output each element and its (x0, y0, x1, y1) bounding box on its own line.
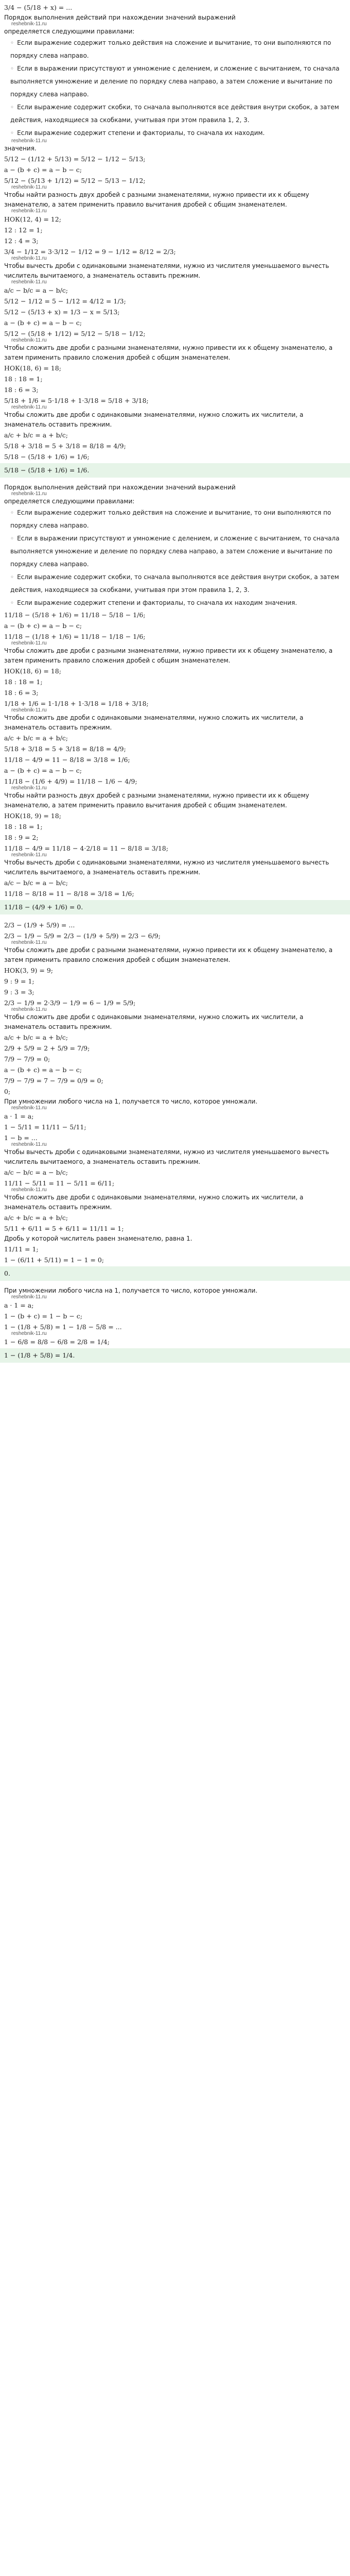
watermark-text: reshebnik-11.ru (11, 337, 47, 343)
text-paragraph: Чтобы вычесть дроби с одинаковыми знаменателями, нужно из числителя уменьшаемого вычесть числитель вычитаемого, а знаменатель оставить прежним. (4, 262, 329, 279)
math-line: 11/18 − 4/9 = 11/18 − 4·2/18 = 11 − 8/18 = 3/18; (4, 844, 168, 852)
math-line: 11/18 − 8/18 = 11 − 8/18 = 3/18 = 1/6; (4, 890, 134, 897)
text-paragraph: Порядок выполнения действий при нахождении значений выражений (4, 484, 236, 491)
text-paragraph: Дробь у которой числитель равен знаменателю, равна 1. (4, 1235, 192, 1242)
math-line: 5/12 − (5/18 + 1/12) = 5/12 − 5/18 − 1/12; (4, 330, 146, 337)
math-line: 18 : 6 = 3; (4, 689, 39, 697)
math-line: a − (b + c) = a − b − c; (4, 319, 82, 327)
math-line: НОК(18, 6) = 18; (4, 364, 61, 372)
text-paragraph: Чтобы вычесть дроби с одинаковыми знаменателями, нужно из числителя уменьшаемого вычесть числитель вычитаемого, а знаменатель оставить прежним. (4, 859, 329, 876)
watermark-text: reshebnik-11.ru (11, 640, 47, 646)
math-line: 2/3 − (1/9 + 5/9) = ... (4, 921, 75, 929)
math-line: 5/12 − (1/12 + 5/13) = 5/12 − 1/12 − 5/13; (4, 155, 146, 163)
math-line: a · 1 = a; (4, 1301, 34, 1309)
math-line: a/c − b/c = a − b/c; (4, 879, 68, 887)
math-line: 3/4 − (5/18 + x) = ... (4, 4, 73, 11)
math-line: a − (b + c) = a − b − c; (4, 1066, 82, 1074)
text-paragraph: Чтобы сложить две дроби с разными знаменателями, нужно привести их к общему знаменателю, а затем применить правило сложения дробей с общим знаменателем. (4, 344, 333, 361)
rule-item: ◦ Если в выражении присутствуют и умножение с делением, и сложение с вычитанием, то сначала выполняется умножение и деление по порядку слева направо, а затем сложение и вычитание по порядку слева направо. (4, 62, 346, 101)
math-line: 9 : 9 = 1; (4, 977, 34, 985)
text-paragraph: Чтобы вычесть дроби с одинаковыми знаменателями, нужно из числителя уменьшаемого вычесть числитель вычитаемого, а знаменатель оставить прежним. (4, 1148, 329, 1165)
math-line: 2/3 − 1/9 = 2·3/9 − 1/9 = 6 − 1/9 = 5/9; (4, 999, 136, 1007)
watermark-text: reshebnik-11.ru (11, 404, 47, 410)
watermark-text: reshebnik-11.ru (11, 491, 47, 497)
math-line: НОК(18, 6) = 18; (4, 667, 61, 675)
math-line: 11/18 − (1/18 + 1/6) = 11/18 − 1/18 − 1/6; (4, 633, 146, 640)
math-line: 5/18 + 1/6 = 5·1/18 + 1·3/18 = 5/18 + 3/18; (4, 397, 149, 404)
watermark-text: reshebnik-11.ru (11, 1142, 47, 1147)
watermark-text: reshebnik-11.ru (11, 1294, 47, 1300)
watermark-text: reshebnik-11.ru (11, 138, 47, 144)
text-paragraph: Чтобы сложить две дроби с одинаковыми знаменателями, нужно сложить их числители, а знаменатель оставить прежним. (4, 714, 304, 731)
math-line: НОК(12, 4) = 12; (4, 215, 61, 223)
math-line: 1 − 6/8 = 8/8 − 6/8 = 2/8 = 1/4; (4, 1338, 110, 1346)
math-line: 1/18 + 1/6 = 1·1/18 + 1·3/18 = 1/18 + 3/18; (4, 700, 149, 707)
rule-item: ◦ Если выражение содержит только действия на сложение и вычитание, то они выполняются по порядку слева направо. (4, 506, 346, 532)
watermark-text: reshebnik-11.ru (11, 279, 47, 285)
math-line: 11/11 = 1; (4, 1245, 39, 1253)
answer-a: 5/18 − (5/18 + 1/6) = 1/6. (0, 463, 350, 478)
math-line: 5/12 − (5/13 + x) = 1/3 − x = 5/13; (4, 308, 120, 316)
text-paragraph: определяется следующими правилами: (4, 498, 135, 505)
answer-b: 11/18 − (4/9 + 1/6) = 0. (0, 900, 350, 914)
math-line: 1 − 5/11 = 11/11 − 5/11; (4, 1123, 86, 1131)
math-line: a/c + b/c = a + b/c; (4, 1033, 68, 1041)
math-line: 12 : 4 = 3; (4, 237, 39, 245)
rule-item: ◦ Если выражение содержит степени и факториалы, то сначала их находим. (4, 127, 346, 140)
part-c (4, 920, 346, 1265)
math-line: 2/9 + 5/9 = 2 + 5/9 = 7/9; (4, 1044, 90, 1052)
text-paragraph: При умножении любого числа на 1, получается то число, которое умножали. (4, 1287, 258, 1294)
math-line: 11/11 − 5/11 = 11 − 5/11 = 6/11; (4, 1179, 115, 1187)
text-paragraph: значения. (4, 145, 37, 152)
text-paragraph: При умножении любого числа на 1, получается то число, которое умножали. (4, 1098, 258, 1105)
answer-d: 1 − (1/8 + 5/8) = 1/4. (0, 1348, 350, 1363)
math-line: 11/18 − (1/6 + 4/9) = 11/18 − 1/6 − 4/9; (4, 777, 137, 785)
text-paragraph: Чтобы сложить две дроби с разными знаменателями, нужно привести их к общему знаменателю, а затем применить правило сложения дробей с общим знаменателем. (4, 647, 333, 664)
math-line: 7/9 − 7/9 = 0; (4, 1055, 50, 1063)
math-line: a/c + b/c = a + b/c; (4, 1214, 68, 1222)
text-paragraph: Чтобы найти разность двух дробей с разными знаменателями, нужно привести их к общему знаменателю, а затем применить правило вычитания дробей с общим знаменателем. (4, 792, 309, 809)
math-line: 1 − b = ... (4, 1134, 38, 1142)
watermark-text: reshebnik-11.ru (11, 707, 47, 713)
math-line: 1 − (6/11 + 5/11) = 1 − 1 = 0; (4, 1256, 104, 1264)
watermark-text: reshebnik-11.ru (11, 1187, 47, 1193)
watermark-text: reshebnik-11.ru (11, 940, 47, 945)
rule-item: ◦ Если выражение содержит только действия на сложение и вычитание, то они выполняются по порядку слева направо. (4, 37, 346, 62)
math-line: 5/18 − (5/18 + 1/6) = 1/6; (4, 453, 90, 461)
math-line: НОК(18, 9) = 18; (4, 812, 61, 820)
math-line: 9 : 3 = 3; (4, 988, 34, 996)
text-paragraph: определяется следующими правилами: (4, 28, 135, 35)
text-paragraph: Чтобы сложить две дроби с разными знаменателями, нужно привести их к общему знаменателю, а затем применить правило сложения дробей с общим знаменателем. (4, 946, 333, 963)
watermark-text: reshebnik-11.ru (11, 208, 47, 214)
rule-item: ◦ Если выражение содержит степени и факториалы, то сначала их находим значения. (4, 597, 346, 609)
watermark-text: reshebnik-11.ru (11, 1105, 47, 1111)
math-line: a/c − b/c = a − b/c; (4, 286, 68, 294)
math-line: a · 1 = a; (4, 1112, 34, 1120)
text-paragraph: Чтобы найти разность двух дробей с разными знаменателями, нужно привести их к общему знаменателю, а затем применить правило вычитания дробей с общим знаменателем. (4, 191, 309, 208)
watermark-text: reshebnik-11.ru (11, 21, 47, 27)
text-paragraph: Порядок выполнения действий при нахождении значений выражений (4, 14, 236, 21)
math-line: 5/12 − 1/12 = 5 − 1/12 = 4/12 = 1/3; (4, 297, 126, 305)
rule-item: ◦ Если выражение содержит скобки, то сначала выполняются все действия внутри скобок, а затем действия, находящиеся за скобками, учитывая при этом правила 1, 2, 3. (4, 101, 346, 127)
math-line: 5/11 + 6/11 = 5 + 6/11 = 11/11 = 1; (4, 1225, 124, 1232)
watermark-text: reshebnik-11.ru (11, 785, 47, 791)
part-a (4, 2, 346, 462)
math-line: 5/18 + 3/18 = 5 + 3/18 = 8/18 = 4/9; (4, 442, 126, 450)
math-line: 3/4 − 1/12 = 3·3/12 − 1/12 = 9 − 1/12 = 8/12 = 2/3; (4, 248, 176, 256)
math-line: 18 : 18 = 1; (4, 678, 43, 686)
math-line: 18 : 18 = 1; (4, 375, 43, 383)
answer-c: 0. (0, 1266, 350, 1281)
text-paragraph: Чтобы сложить две дроби с одинаковыми знаменателями, нужно сложить их числители, а знаменатель оставить прежним. (4, 1194, 304, 1211)
math-line: 5/18 + 3/18 = 5 + 3/18 = 8/18 = 4/9; (4, 745, 126, 753)
watermark-text: reshebnik-11.ru (11, 184, 47, 190)
math-line: 11/18 − 4/9 = 11 − 8/18 = 3/18 = 1/6; (4, 756, 130, 764)
math-line: 0; (4, 1088, 11, 1095)
math-line: a/c − b/c = a − b/c; (4, 1168, 68, 1176)
watermark-text: reshebnik-11.ru (11, 256, 47, 261)
math-line: 18 : 6 = 3; (4, 386, 39, 394)
math-line: 11/18 − (5/18 + 1/6) = 11/18 − 5/18 − 1/6; (4, 611, 146, 619)
math-line: НОК(3, 9) = 9; (4, 967, 54, 974)
math-line: 18 : 18 = 1; (4, 823, 43, 831)
math-line: a/c + b/c = a + b/c; (4, 431, 68, 439)
watermark-text: reshebnik-11.ru (11, 1007, 47, 1012)
math-line: 12 : 12 = 1; (4, 226, 43, 234)
rule-item: ◦ Если выражение содержит скобки, то сначала выполняются все действия внутри скобок, а затем действия, находящиеся за скобками, учитывая при этом правила 1, 2, 3. (4, 571, 346, 597)
math-line: a − (b + c) = a − b − c; (4, 622, 82, 630)
watermark-text: reshebnik-11.ru (11, 1331, 47, 1336)
math-line: 18 : 9 = 2; (4, 834, 39, 841)
math-line: 1 − (b + c) = 1 − b − c; (4, 1312, 82, 1320)
math-line: a − (b + c) = a − b − c; (4, 166, 82, 174)
part-d (4, 1286, 346, 1347)
math-line: 7/9 − 7/9 = 7 − 7/9 = 0/9 = 0; (4, 1077, 103, 1084)
math-line: 5/12 − (5/13 + 1/12) = 5/12 − 5/13 − 1/12; (4, 177, 146, 184)
text-paragraph: Чтобы сложить две дроби с одинаковыми знаменателями, нужно сложить их числители, а знаменатель оставить прежним. (4, 411, 304, 428)
math-line: a/c + b/c = a + b/c; (4, 734, 68, 742)
math-line: 1 − (1/8 + 5/8) = 1 − 1/8 − 5/8 = ... (4, 1323, 122, 1331)
math-line: 2/3 − 1/9 − 5/9 = 2/3 − (1/9 + 5/9) = 2/3 − 6/9; (4, 932, 161, 940)
watermark-text: reshebnik-11.ru (11, 852, 47, 858)
math-line: a − (b + c) = a − b − c; (4, 767, 82, 774)
text-paragraph: Чтобы сложить две дроби с одинаковыми знаменателями, нужно сложить их числители, а знаменатель оставить прежним. (4, 1013, 304, 1030)
rule-item: ◦ Если в выражении присутствуют и умножение с делением, и сложение с вычитанием, то сначала выполняется умножение и деление по порядку слева направо, а затем сложение и вычитание по порядку слева направо. (4, 532, 346, 571)
part-b (4, 483, 346, 899)
